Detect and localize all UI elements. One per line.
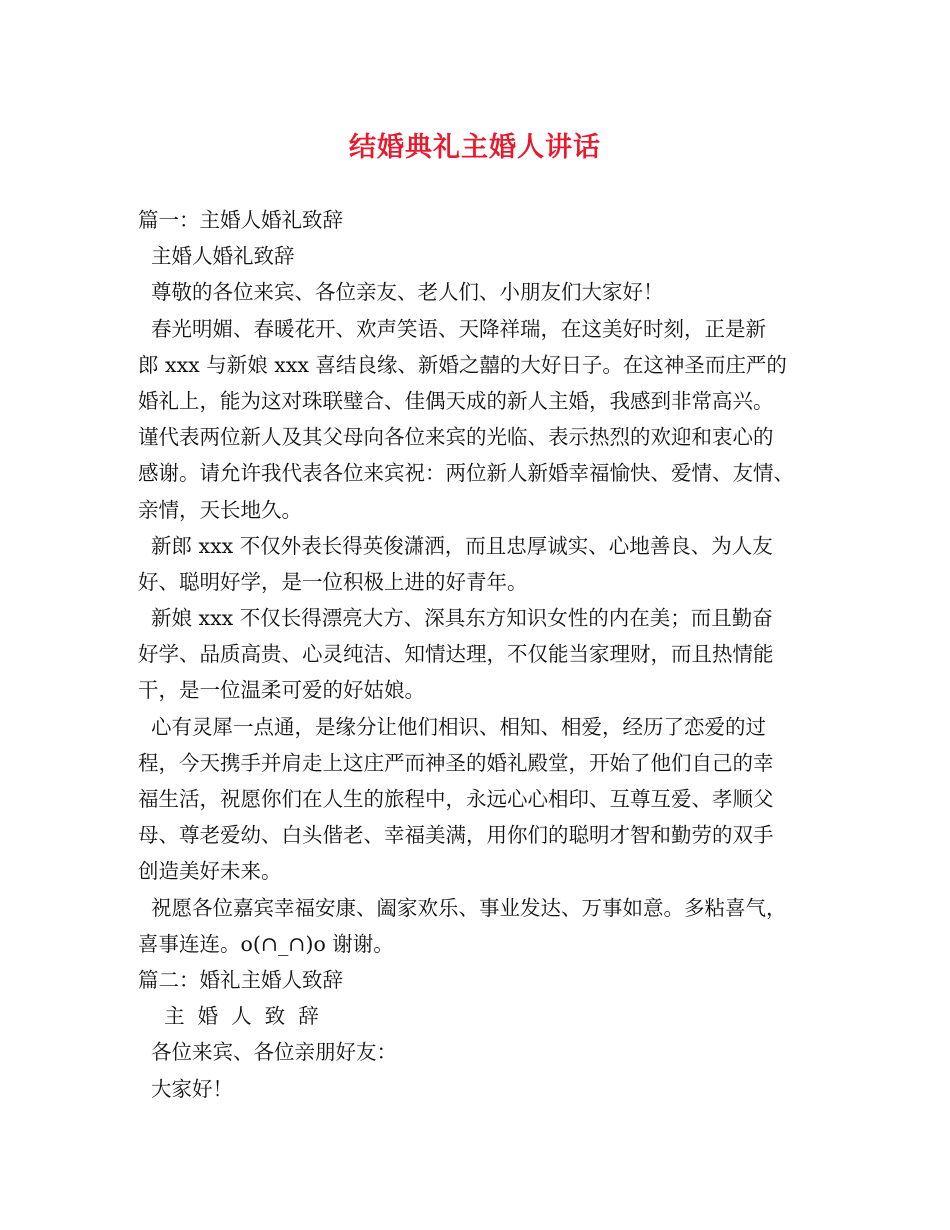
text-line: 创造美好未来。 (138, 859, 282, 884)
text-line: 篇一：主婚人婚礼致辞 (138, 208, 343, 232)
text-line: 婚礼上，能为这对珠联璧合、佳偶天成的新人主婚，我感到非常高兴。 (138, 388, 774, 413)
text-line: 亲情，天长地久。 (138, 497, 302, 522)
text-line: 干，是一位温柔可爱的好姑娘。 (138, 678, 425, 703)
text-line: 各位来宾、各位亲朋好友： (138, 1040, 398, 1065)
text-line: 好、聪明好学，是一位积极上进的好青年。 (138, 569, 528, 594)
text-line: 郎 xxx 与新娘 xxx 喜结良缘、新婚之囍的大好日子。在这神圣而庄严的 (138, 352, 787, 377)
document-body (138, 202, 828, 1107)
text-line: 篇二：婚礼主婚人致辞 (138, 967, 343, 992)
text-line: 好学、品质高贵、心灵纯洁、知情达理，不仅能当家理财，而且热情能 (138, 642, 774, 667)
document-title: 结婚典礼主婚人讲话 (349, 132, 601, 163)
text-line: 大家好！ (138, 1076, 234, 1101)
text-line: 春光明媚、春暖花开、欢声笑语、天降祥瑞，在这美好时刻，正是新 (138, 316, 767, 341)
text-line: 母、尊老爱幼、白头偕老、幸福美满，用你们的聪明才智和勤劳的双手 (138, 823, 774, 848)
text-line: 主 婚 人 致 辞 (138, 1004, 319, 1029)
text-line: 新郎 xxx 不仅外表长得英俊潇洒，而且忠厚诚实、心地善良、为人友 (138, 533, 773, 558)
text-line: 心有灵犀一点通，是缘分让他们相识、相知、相爱，经历了恋爱的过 (138, 714, 767, 739)
text-line: 主婚人婚礼致辞 (138, 244, 295, 269)
text-line: 祝愿各位嘉宾幸福安康、阖家欢乐、事业发达、万事如意。多粘喜气， (138, 895, 787, 920)
text-line: 程，今天携手并肩走上这庄严而神圣的婚礼殿堂，开始了他们自己的幸 (138, 750, 774, 775)
text-line: 尊敬的各位来宾、各位亲友、老人们、小朋友们大家好！ (138, 280, 664, 305)
text-line: 感谢。请允许我代表各位来宾祝：两位新人新婚幸福愉快、爱情、友情、 (138, 461, 794, 486)
text-line: 谨代表两位新人及其父母向各位来宾的光临、表示热烈的欢迎和衷心的 (138, 425, 774, 450)
text-line: 新娘 xxx 不仅长得漂亮大方、深具东方知识女性的内在美；而且勤奋 (138, 606, 773, 631)
text-line: 福生活，祝愿你们在人生的旅程中，永远心心相印、互尊互爱、孝顺父 (138, 787, 774, 811)
text-line: 喜事连连。o(∩_∩)o 谢谢。 (138, 931, 394, 956)
